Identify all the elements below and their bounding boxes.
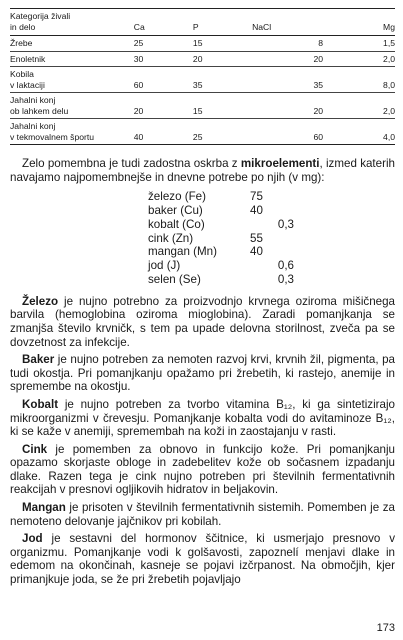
cell-nacl: 8 <box>318 38 324 48</box>
row-label: Jahalni konj ob lahkem delu <box>10 95 69 116</box>
microelement-value: 0,6 <box>277 259 294 273</box>
mineral-requirements-table <box>10 8 395 145</box>
paragraph-text: je nujno potrebno za proizvodnjo krvnega oziroma mišičnega barvila (hemoglobina oziroma mioglobina). Zaradi pomanjkanja se zmanjša število krvničk, s tem pa upade delovna storilnost, zveča pa se dovzetnost za infekcije. <box>10 294 395 349</box>
table-row <box>10 67 395 93</box>
cell-ca: 25 <box>133 38 144 48</box>
header-ca: Ca <box>133 21 145 32</box>
microelement-value: 55 <box>250 231 263 245</box>
page-number: 173 <box>376 622 395 634</box>
microelement-name: baker (Cu) <box>148 203 203 217</box>
microelement-name: kobalt (Co) <box>148 217 205 231</box>
paragraph-lead-term: Baker <box>22 353 55 367</box>
row-label: Žrebe <box>10 38 33 48</box>
table-row <box>10 93 395 119</box>
paragraph-lead-term: Mangan <box>22 501 66 515</box>
header-category: Kategorija živali in delo <box>10 11 71 32</box>
paragraph-text: je prisoten v številnih fermentativnih sistemih. Pomemben je za nemoteno delovanje jajčnikov pri kobilah. <box>10 501 395 528</box>
microelement-item <box>148 232 395 246</box>
paragraph-text: je pomemben za obnovo in funkcijo kože. Pri pomanjkanju opazamo skorjaste obloge in zadebelitev kože ob sočasnem izpadanju dlake. Razen tega je cink nujno potreben pri številnih fermentativnih reakcijah v presnovi ogljikovih hidratov in beljakovin. <box>10 442 395 497</box>
cell-nacl: 20 <box>313 105 324 116</box>
paragraph-lead-term: Jod <box>22 532 43 546</box>
microelement-value: 75 <box>250 190 263 204</box>
paragraph-text: je nujno potreben za tvorbo vitamina B₁₂, ki ga sintetizirajo mikroorganizmi v črevesju. Pomanjkanje kobalta vodi do avitaminoze B₁₂, ki se kaže v anemiji, spremembah na koži in zaostajanju v rasti. <box>10 397 395 439</box>
paragraph-lead-term: Cink <box>22 442 48 456</box>
row-label: Enoletnik <box>10 53 46 64</box>
microelement-name: mangan (Mn) <box>148 245 217 259</box>
cell-p: 35 <box>192 79 203 90</box>
paragraph-lead-term: Železo <box>22 294 59 308</box>
paragraph-lead-term: Kobalt <box>22 397 59 411</box>
cell-nacl: 60 <box>313 131 324 142</box>
paragraph-text: je nujno potreben za nemoten razvoj krvi, krvnih žil, pigmenta, pa tudi okostja. Pri pomanjkanju opažamo pri žrebetih, ki rastejo, anemije in spremembe na okostju. <box>10 353 395 394</box>
cell-p: 15 <box>192 38 203 48</box>
microelement-value: 0,3 <box>277 217 294 231</box>
paragraph <box>10 398 395 439</box>
cell-mg: 2,0 <box>383 105 395 116</box>
cell-mg: 4,0 <box>383 131 395 142</box>
microelement-item <box>148 218 395 232</box>
table-row <box>10 119 395 145</box>
table-row <box>10 36 395 52</box>
microelement-item <box>148 204 395 218</box>
book-page <box>10 8 395 587</box>
microelement-name: selen (Se) <box>148 272 201 286</box>
paragraph-text: je sestavni del hormonov ščitnice, ki usmerjajo presnovo v organizmu. Pomanjkanje vodi k golšavosti, zapoznelí menjavi dlake in edemom na okončinah, kasneje se pojavi izčrpanost. Na območjih, kjer primanjkuje joda, se že pri žrebetih pojavljajo <box>10 532 395 587</box>
cell-mg: 8,0 <box>383 79 395 90</box>
header-p: P <box>192 21 199 32</box>
cell-mg: 2,0 <box>383 53 395 64</box>
microelement-name: jod (J) <box>148 259 181 273</box>
header-mg: Mg <box>383 21 395 32</box>
microelement-item <box>148 245 395 259</box>
microelement-name: železo (Fe) <box>148 190 206 204</box>
microelement-name: cink (Zn) <box>148 231 194 245</box>
paragraph <box>10 353 395 394</box>
paragraph <box>10 295 395 349</box>
cell-ca: 40 <box>133 131 144 142</box>
microelement-value: 0,3 <box>277 272 294 286</box>
microelement-item <box>148 273 395 287</box>
cell-ca: 30 <box>133 53 144 64</box>
paragraph <box>10 532 395 586</box>
cell-ca: 20 <box>133 105 144 116</box>
microelement-value: 40 <box>250 245 263 259</box>
microelement-list <box>148 190 395 287</box>
cell-mg: 1,5 <box>383 38 395 48</box>
table-header-row <box>10 9 395 36</box>
cell-nacl: 35 <box>313 79 324 90</box>
paragraphs <box>10 295 395 587</box>
cell-p: 15 <box>192 105 203 116</box>
paragraph <box>10 501 395 528</box>
microelement-item <box>148 190 395 204</box>
intro-paragraph: Zelo pomembna je tudi zadostna oskrba z mikroelementi, izmed katerih navajamo najpomembnejše in dnevne potrebe po njih (v mg): <box>10 157 395 184</box>
table-row <box>10 51 395 67</box>
cell-nacl: 20 <box>313 53 324 64</box>
microelement-item <box>148 259 395 273</box>
paragraph <box>10 443 395 497</box>
cell-p: 25 <box>192 131 203 142</box>
microelement-value: 40 <box>250 203 263 217</box>
cell-p: 20 <box>192 53 203 64</box>
row-label: Kobila v laktaciji <box>10 69 45 90</box>
header-nacl: NaCl <box>252 21 272 32</box>
row-label: Jahalni konj v tekmovalnem športu <box>10 121 95 142</box>
cell-ca: 60 <box>133 79 144 90</box>
